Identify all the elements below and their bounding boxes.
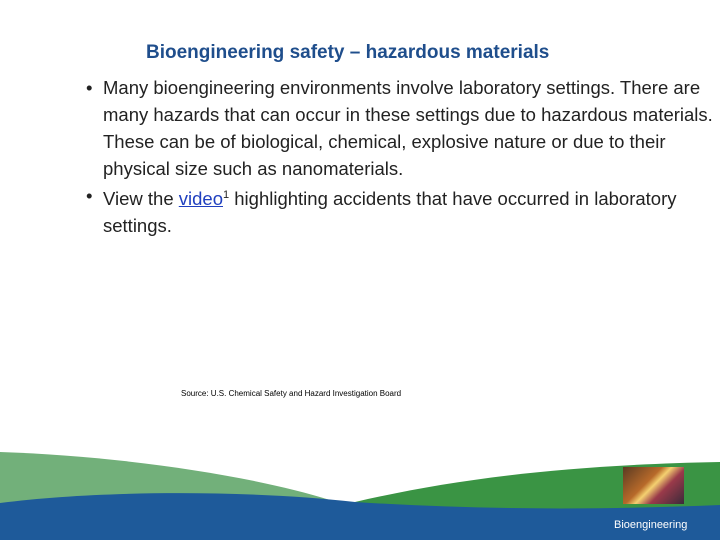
source-caption: Source: U.S. Chemical Safety and Hazard Investigation Board bbox=[181, 389, 402, 398]
bioengineering-thumbnail-image bbox=[623, 467, 684, 504]
footer-label: Bioengineering bbox=[614, 519, 688, 531]
slide-title: Bioengineering safety – hazardous materials bbox=[146, 42, 550, 63]
video-link[interactable]: video bbox=[178, 188, 223, 210]
bullet-1: • Many bioengineering environments involve laboratory settings. There are many hazards that can occur in these settings due to hazardous materials. These can be of biological, chemical, explosive nature or due to their physical size such as nanomaterials. bbox=[84, 74, 720, 182]
bullet-2: • View the video$^1$ highlighting accidents that have occurred in laboratory settings. bbox=[84, 182, 720, 239]
